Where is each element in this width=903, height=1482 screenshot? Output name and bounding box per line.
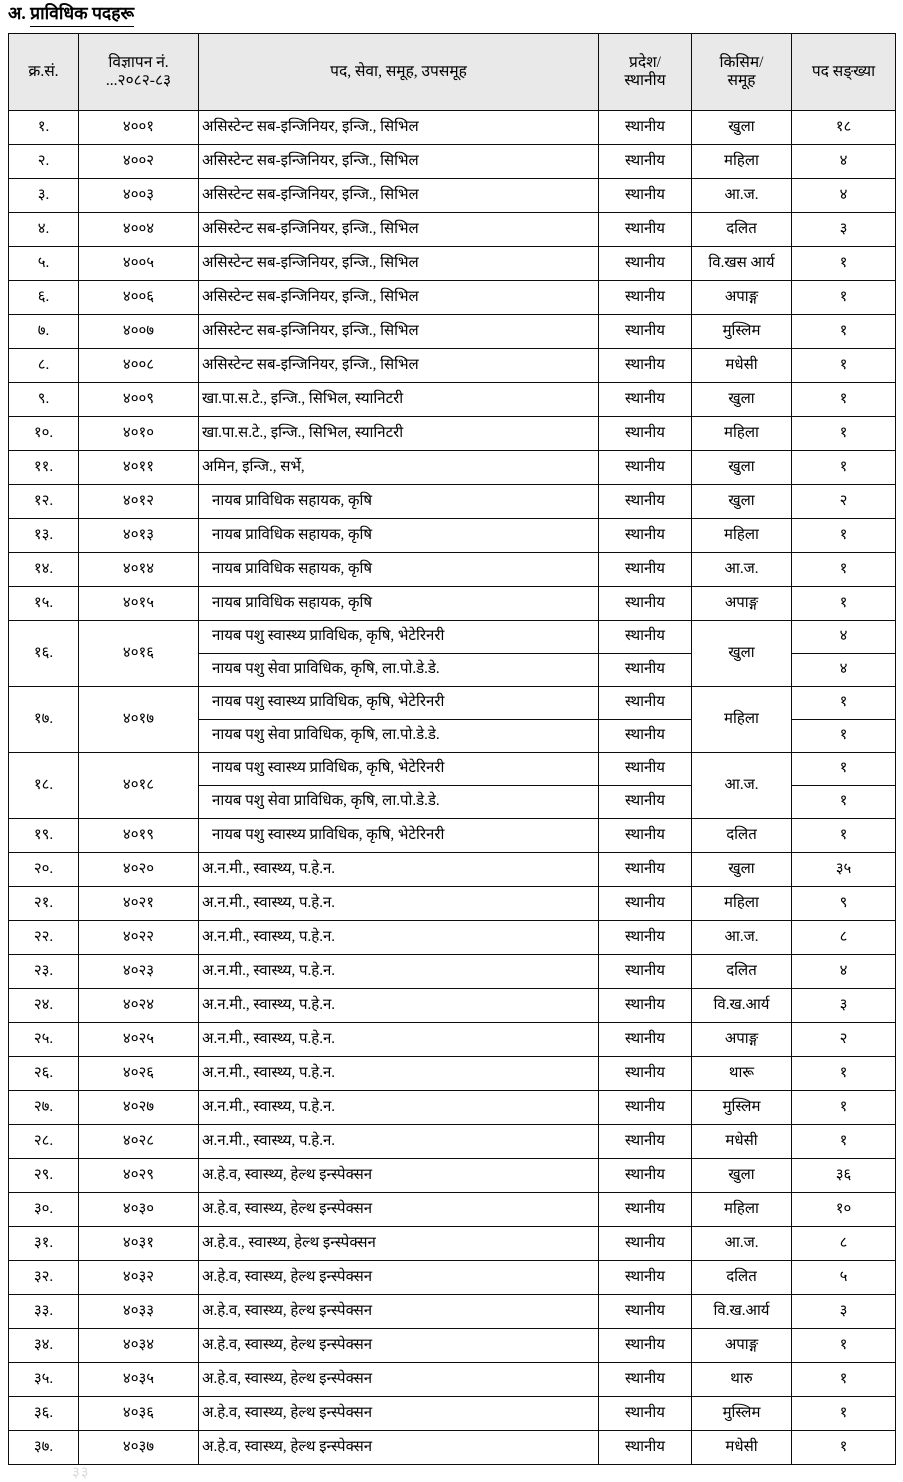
cell-serial: ३५.: [9, 1363, 79, 1397]
cell-post: अमिन, इन्जि., सर्भे,: [199, 451, 599, 485]
kind-line1: किसिम/: [719, 54, 764, 72]
cell-serial: ३२.: [9, 1261, 79, 1295]
cell-post: असिस्टेन्ट सब-इन्जिनियर, इन्जि., सिभिल: [199, 315, 599, 349]
cell-kind: थारू: [692, 1057, 792, 1091]
table-row: [9, 383, 896, 417]
cell-post-count: १: [792, 553, 896, 587]
vacancy-table-wrapper: [8, 33, 896, 1465]
cell-level: स्थानीय: [599, 1363, 692, 1397]
cell-advertisement-no: ४००७: [79, 315, 199, 349]
table-row: [9, 1329, 896, 1363]
cell-kind: मुस्लिम: [692, 315, 792, 349]
cell-advertisement-no: ४०३३: [79, 1295, 199, 1329]
cell-serial: ५.: [9, 247, 79, 281]
cell-advertisement-no: ४०१३: [79, 519, 199, 553]
cell-kind: मुस्लिम: [692, 1091, 792, 1125]
cell-level: स्थानीय: [599, 989, 692, 1023]
cell-post: नायब प्राविधिक सहायक, कृषि: [199, 553, 599, 587]
cell-post-count: ३: [792, 213, 896, 247]
level-line2: स्थानीय: [624, 72, 666, 89]
cell-post: नायब प्राविधिक सहायक, कृषि: [199, 587, 599, 621]
cell-post: अ.हे.व, स्वास्थ्य, हेल्थ इन्स्पेक्सन: [199, 1397, 599, 1431]
cell-kind: मधेसी: [692, 1125, 792, 1159]
cell-post-count: १: [792, 417, 896, 451]
table-row: [9, 553, 896, 587]
cell-serial: ९.: [9, 383, 79, 417]
column-header-level: [599, 34, 692, 111]
cell-level: स्थानीय: [599, 853, 692, 887]
page-title-prefix: अ.: [8, 3, 26, 23]
cell-post: अ.हे.व, स्वास्थ्य, हेल्थ इन्स्पेक्सन: [199, 1431, 599, 1465]
cell-advertisement-no: ४०१४: [79, 553, 199, 587]
cell-post-count: १: [792, 1091, 896, 1125]
cell-post-count: १: [792, 281, 896, 315]
cell-level: स्थानीय: [599, 654, 692, 687]
cell-level: स्थानीय: [599, 315, 692, 349]
cell-level: स्थानीय: [599, 1329, 692, 1363]
cell-serial: ३.: [9, 179, 79, 213]
cell-post: नायब पशु सेवा प्राविधिक, कृषि, ला.पो.डे.डे.: [199, 720, 599, 753]
cell-serial: ३३.: [9, 1295, 79, 1329]
cell-kind: अपाङ्ग: [692, 587, 792, 621]
table-row: [9, 1023, 896, 1057]
cell-advertisement-no: ४०३२: [79, 1261, 199, 1295]
cell-advertisement-no: ४०३०: [79, 1193, 199, 1227]
cell-advertisement-no: ४०१६: [79, 621, 199, 687]
cell-post: नायब पशु सेवा प्राविधिक, कृषि, ला.पो.डे.डे.: [199, 654, 599, 687]
cell-post-count: १: [792, 315, 896, 349]
cell-post: खा.पा.स.टे., इन्जि., सिभिल, स्यानिटरी: [199, 383, 599, 417]
cell-advertisement-no: ४००६: [79, 281, 199, 315]
cell-serial: १८.: [9, 753, 79, 819]
table-row: [9, 179, 896, 213]
cell-kind: खुला: [692, 451, 792, 485]
cell-post: अ.न.मी., स्वास्थ्य, प.हे.न.: [199, 853, 599, 887]
cell-serial: ८.: [9, 349, 79, 383]
cell-level: स्थानीय: [599, 587, 692, 621]
cell-level: स्थानीय: [599, 1057, 692, 1091]
cell-advertisement-no: ४०१८: [79, 753, 199, 819]
cell-advertisement-no: ४०३१: [79, 1227, 199, 1261]
table-row: [9, 1227, 896, 1261]
table-row: [9, 587, 896, 621]
cell-serial: २५.: [9, 1023, 79, 1057]
cell-serial: २४.: [9, 989, 79, 1023]
cell-post-count: १: [792, 247, 896, 281]
cell-post-count: १: [792, 819, 896, 853]
cell-post-count: १: [792, 786, 896, 819]
cell-kind: महिला: [692, 1193, 792, 1227]
cell-post: अ.न.मी., स्वास्थ्य, प.हे.न.: [199, 921, 599, 955]
cell-post: अ.न.मी., स्वास्थ्य, प.हे.न.: [199, 955, 599, 989]
cell-level: स्थानीय: [599, 1295, 692, 1329]
cell-level: स्थानीय: [599, 955, 692, 989]
cell-advertisement-no: ४०२६: [79, 1057, 199, 1091]
cell-advertisement-no: ४०२०: [79, 853, 199, 887]
table-row: [9, 349, 896, 383]
table-row: [9, 213, 896, 247]
cell-level: स्थानीय: [599, 1159, 692, 1193]
cell-post-count: ८: [792, 1227, 896, 1261]
cell-serial: १७.: [9, 687, 79, 753]
cell-post: असिस्टेन्ट सब-इन्जिनियर, इन्जि., सिभिल: [199, 111, 599, 145]
table-row: [9, 1431, 896, 1465]
cell-serial: २८.: [9, 1125, 79, 1159]
table-row: [9, 989, 896, 1023]
cell-level: स्थानीय: [599, 819, 692, 853]
table-row: [9, 1057, 896, 1091]
cell-level: स्थानीय: [599, 720, 692, 753]
cell-kind: आ.ज.: [692, 179, 792, 213]
cell-post-count: ३५: [792, 853, 896, 887]
cell-post-count: ३६: [792, 1159, 896, 1193]
cell-level: स्थानीय: [599, 1397, 692, 1431]
cell-post-count: ९: [792, 887, 896, 921]
table-row: [9, 281, 896, 315]
cell-post: नायब पशु स्वास्थ्य प्राविधिक, कृषि, भेटेरिनरी: [199, 753, 599, 786]
table-row: [9, 887, 896, 921]
cell-post-count: ४: [792, 621, 896, 654]
cell-kind: खुला: [692, 621, 792, 687]
cell-advertisement-no: ४०११: [79, 451, 199, 485]
cell-post: नायब प्राविधिक सहायक, कृषि: [199, 485, 599, 519]
cell-kind: खुला: [692, 485, 792, 519]
table-row: [9, 1091, 896, 1125]
cell-post: नायब पशु स्वास्थ्य प्राविधिक, कृषि, भेटेरिनरी: [199, 687, 599, 720]
cell-post: अ.न.मी., स्वास्थ्य, प.हे.न.: [199, 989, 599, 1023]
cell-level: स्थानीय: [599, 383, 692, 417]
cell-post-count: १: [792, 1397, 896, 1431]
cell-kind: खुला: [692, 853, 792, 887]
page-title-main: प्राविधिक पदहरू: [30, 1, 134, 27]
cell-serial: २०.: [9, 853, 79, 887]
cell-advertisement-no: ४००१: [79, 111, 199, 145]
cell-post: नायब पशु स्वास्थ्य प्राविधिक, कृषि, भेटेरिनरी: [199, 621, 599, 654]
cell-level: स्थानीय: [599, 451, 692, 485]
cell-kind: मुस्लिम: [692, 1397, 792, 1431]
cell-kind: महिला: [692, 145, 792, 179]
cell-post-count: ३: [792, 989, 896, 1023]
cell-post: असिस्टेन्ट सब-इन्जिनियर, इन्जि., सिभिल: [199, 179, 599, 213]
table-row: [9, 485, 896, 519]
cell-kind: दलित: [692, 819, 792, 853]
table-row: [9, 1193, 896, 1227]
table-header: [9, 34, 896, 111]
table-row: [9, 1397, 896, 1431]
cell-level: स्थानीय: [599, 145, 692, 179]
cell-kind: मधेसी: [692, 1431, 792, 1465]
cell-kind: आ.ज.: [692, 553, 792, 587]
cell-level: स्थानीय: [599, 281, 692, 315]
cell-post: असिस्टेन्ट सब-इन्जिनियर, इन्जि., सिभिल: [199, 349, 599, 383]
level-line1: प्रदेश/: [629, 54, 661, 72]
cell-advertisement-no: ४०२९: [79, 1159, 199, 1193]
cell-kind: आ.ज.: [692, 921, 792, 955]
cell-post: असिस्टेन्ट सब-इन्जिनियर, इन्जि., सिभिल: [199, 281, 599, 315]
cell-advertisement-no: ४०३५: [79, 1363, 199, 1397]
cell-post: अ.न.मी., स्वास्थ्य, प.हे.न.: [199, 1023, 599, 1057]
column-header-post: पद, सेवा, समूह, उपसमूह: [199, 34, 599, 111]
cell-level: स्थानीय: [599, 1023, 692, 1057]
table-row: [9, 921, 896, 955]
table-row: [9, 853, 896, 887]
cell-serial: १३.: [9, 519, 79, 553]
cell-advertisement-no: ४०२३: [79, 955, 199, 989]
cell-post-count: ४: [792, 654, 896, 687]
cell-kind: अपाङ्ग: [692, 1329, 792, 1363]
cell-kind: वि.खस आर्य: [692, 247, 792, 281]
cell-level: स्थानीय: [599, 1091, 692, 1125]
cell-advertisement-no: ४०१२: [79, 485, 199, 519]
cell-advertisement-no: ४०२२: [79, 921, 199, 955]
cell-serial: २९.: [9, 1159, 79, 1193]
cell-post-count: ४: [792, 145, 896, 179]
kind-line2: समूह: [727, 72, 756, 89]
cell-level: स्थानीय: [599, 621, 692, 654]
cell-serial: ११.: [9, 451, 79, 485]
cell-post: नायब प्राविधिक सहायक, कृषि: [199, 519, 599, 553]
cell-serial: ४.: [9, 213, 79, 247]
cell-serial: १९.: [9, 819, 79, 853]
cell-level: स्थानीय: [599, 1193, 692, 1227]
cell-level: स्थानीय: [599, 417, 692, 451]
cell-serial: २७.: [9, 1091, 79, 1125]
table-row: [9, 1295, 896, 1329]
cell-level: स्थानीय: [599, 349, 692, 383]
cell-level: स्थानीय: [599, 519, 692, 553]
cell-advertisement-no: ४०१७: [79, 687, 199, 753]
cell-post: नायब पशु स्वास्थ्य प्राविधिक, कृषि, भेटेरिनरी: [199, 819, 599, 853]
cell-post: अ.न.मी., स्वास्थ्य, प.हे.न.: [199, 1091, 599, 1125]
cell-post-count: २: [792, 485, 896, 519]
cell-level: स्थानीय: [599, 1431, 692, 1465]
cell-post-count: ८: [792, 921, 896, 955]
cell-level: स्थानीय: [599, 553, 692, 587]
cell-kind: खुला: [692, 1159, 792, 1193]
cell-advertisement-no: ४००५: [79, 247, 199, 281]
cell-advertisement-no: ४०२५: [79, 1023, 199, 1057]
cell-kind: वि.ख.आर्य: [692, 1295, 792, 1329]
cell-serial: २६.: [9, 1057, 79, 1091]
cell-serial: ३७.: [9, 1431, 79, 1465]
cell-serial: ३४.: [9, 1329, 79, 1363]
cell-kind: खुला: [692, 383, 792, 417]
table-row: [9, 451, 896, 485]
header-row: [9, 34, 896, 111]
cell-level: स्थानीय: [599, 786, 692, 819]
table-body: [9, 111, 896, 1465]
cell-post: असिस्टेन्ट सब-इन्जिनियर, इन्जि., सिभिल: [199, 213, 599, 247]
cell-advertisement-no: ४००४: [79, 213, 199, 247]
cell-advertisement-no: ४०२४: [79, 989, 199, 1023]
cell-post: असिस्टेन्ट सब-इन्जिनियर, इन्जि., सिभिल: [199, 145, 599, 179]
table-row: [9, 687, 896, 720]
table-row: [9, 1125, 896, 1159]
cell-level: स्थानीय: [599, 687, 692, 720]
advertisement-no-line2: ...२०८२-८३: [105, 72, 172, 89]
cell-advertisement-no: ४०२८: [79, 1125, 199, 1159]
cell-post: अ.हे.व, स्वास्थ्य, हेल्थ इन्स्पेक्सन: [199, 1159, 599, 1193]
cell-kind: महिला: [692, 417, 792, 451]
cell-kind: खुला: [692, 111, 792, 145]
cell-level: स्थानीय: [599, 1125, 692, 1159]
cell-post-count: १: [792, 1057, 896, 1091]
cell-post-count: १: [792, 1329, 896, 1363]
cell-post: अ.हे.व., स्वास्थ्य, हेल्थ इन्स्पेक्सन: [199, 1227, 599, 1261]
cell-serial: १.: [9, 111, 79, 145]
cell-serial: १०.: [9, 417, 79, 451]
cell-post: अ.हे.व, स्वास्थ्य, हेल्थ इन्स्पेक्सन: [199, 1329, 599, 1363]
cell-kind: दलित: [692, 213, 792, 247]
cell-post: अ.हे.व, स्वास्थ्य, हेल्थ इन्स्पेक्सन: [199, 1193, 599, 1227]
cell-post-count: १: [792, 383, 896, 417]
cell-post-count: १८: [792, 111, 896, 145]
cell-post-count: ४: [792, 955, 896, 989]
cell-post-count: ५: [792, 1261, 896, 1295]
cell-level: स्थानीय: [599, 111, 692, 145]
cell-serial: १५.: [9, 587, 79, 621]
cell-serial: १२.: [9, 485, 79, 519]
cell-post: अ.हे.व, स्वास्थ्य, हेल्थ इन्स्पेक्सन: [199, 1261, 599, 1295]
cell-post: नायब पशु सेवा प्राविधिक, कृषि, ला.पो.डे.डे.: [199, 786, 599, 819]
cell-kind: मधेसी: [692, 349, 792, 383]
cell-level: स्थानीय: [599, 1261, 692, 1295]
table-row: [9, 1159, 896, 1193]
cell-kind: दलित: [692, 955, 792, 989]
table-row: [9, 417, 896, 451]
cell-post: असिस्टेन्ट सब-इन्जिनियर, इन्जि., सिभिल: [199, 247, 599, 281]
cell-level: स्थानीय: [599, 921, 692, 955]
cell-advertisement-no: ४००९: [79, 383, 199, 417]
cell-advertisement-no: ४००८: [79, 349, 199, 383]
cell-post: अ.हे.व, स्वास्थ्य, हेल्थ इन्स्पेक्सन: [199, 1363, 599, 1397]
cell-kind: महिला: [692, 519, 792, 553]
cell-post: खा.पा.स.टे., इन्जि., सिभिल, स्यानिटरी: [199, 417, 599, 451]
cell-kind: थारु: [692, 1363, 792, 1397]
cell-level: स्थानीय: [599, 753, 692, 786]
table-row: [9, 145, 896, 179]
cell-kind: महिला: [692, 687, 792, 753]
table-row: [9, 315, 896, 349]
cell-level: स्थानीय: [599, 179, 692, 213]
page-title: [8, 1, 134, 27]
cell-advertisement-no: ४००२: [79, 145, 199, 179]
cell-kind: महिला: [692, 887, 792, 921]
cell-advertisement-no: ४०३४: [79, 1329, 199, 1363]
cell-advertisement-no: ४००३: [79, 179, 199, 213]
table-row: [9, 111, 896, 145]
cell-serial: ३१.: [9, 1227, 79, 1261]
advertisement-no-line1: विज्ञापन नं.: [108, 54, 169, 72]
table-row: [9, 1363, 896, 1397]
cell-advertisement-no: ४०१९: [79, 819, 199, 853]
cell-level: स्थानीय: [599, 213, 692, 247]
cell-post-count: १: [792, 349, 896, 383]
cell-level: स्थानीय: [599, 1227, 692, 1261]
column-header-kind: [692, 34, 792, 111]
table-row: [9, 753, 896, 786]
cell-post: अ.न.मी., स्वास्थ्य, प.हे.न.: [199, 1125, 599, 1159]
cell-post-count: २: [792, 1023, 896, 1057]
cell-serial: २१.: [9, 887, 79, 921]
cell-kind: वि.ख.आर्य: [692, 989, 792, 1023]
cell-advertisement-no: ४०२७: [79, 1091, 199, 1125]
cell-post-count: १: [792, 753, 896, 786]
table-row: [9, 1261, 896, 1295]
cell-advertisement-no: ४०३६: [79, 1397, 199, 1431]
cell-kind: अपाङ्ग: [692, 281, 792, 315]
cell-post-count: १: [792, 720, 896, 753]
cell-advertisement-no: ४०३७: [79, 1431, 199, 1465]
cell-post-count: १: [792, 1125, 896, 1159]
table-row: [9, 819, 896, 853]
cell-post-count: १: [792, 587, 896, 621]
cell-serial: १४.: [9, 553, 79, 587]
column-header-post-count: पद सङ्ख्या: [792, 34, 896, 111]
cell-post: अ.न.मी., स्वास्थ्य, प.हे.न.: [199, 887, 599, 921]
cell-level: स्थानीय: [599, 887, 692, 921]
cell-serial: ३०.: [9, 1193, 79, 1227]
cell-post: अ.न.मी., स्वास्थ्य, प.हे.न.: [199, 1057, 599, 1091]
cell-post-count: १: [792, 519, 896, 553]
cell-serial: २२.: [9, 921, 79, 955]
cell-serial: ६.: [9, 281, 79, 315]
cell-post-count: १०: [792, 1193, 896, 1227]
cell-post-count: १: [792, 1431, 896, 1465]
table-row: [9, 955, 896, 989]
cell-post-count: ३: [792, 1295, 896, 1329]
below-table-mark: ३३: [72, 1465, 90, 1481]
cell-serial: २३.: [9, 955, 79, 989]
cell-post-count: ४: [792, 179, 896, 213]
cell-serial: ३६.: [9, 1397, 79, 1431]
cell-serial: २.: [9, 145, 79, 179]
vacancy-table: [8, 33, 896, 1465]
cell-kind: आ.ज.: [692, 753, 792, 819]
cell-post-count: १: [792, 687, 896, 720]
cell-kind: अपाङ्ग: [692, 1023, 792, 1057]
table-row: [9, 247, 896, 281]
cell-serial: ७.: [9, 315, 79, 349]
cell-kind: दलित: [692, 1261, 792, 1295]
cell-advertisement-no: ४०१५: [79, 587, 199, 621]
table-row: [9, 519, 896, 553]
column-header-serial: क्र.सं.: [9, 34, 79, 111]
cell-level: स्थानीय: [599, 247, 692, 281]
cell-post-count: १: [792, 1363, 896, 1397]
cell-post: अ.हे.व, स्वास्थ्य, हेल्थ इन्स्पेक्सन: [199, 1295, 599, 1329]
cell-level: स्थानीय: [599, 485, 692, 519]
cell-advertisement-no: ४०१०: [79, 417, 199, 451]
cell-kind: आ.ज.: [692, 1227, 792, 1261]
cell-serial: १६.: [9, 621, 79, 687]
cell-advertisement-no: ४०२१: [79, 887, 199, 921]
column-header-advertisement-no: [79, 34, 199, 111]
cell-post-count: १: [792, 451, 896, 485]
table-row: [9, 621, 896, 654]
